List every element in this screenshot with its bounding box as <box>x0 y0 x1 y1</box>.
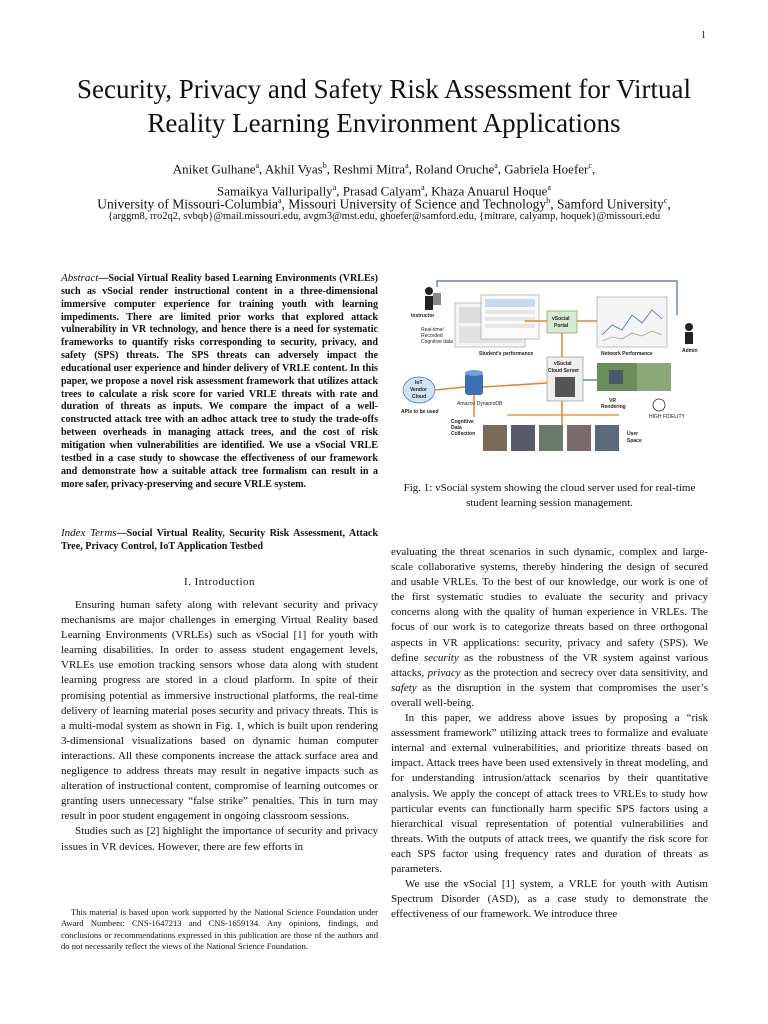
label-user-1: User <box>627 431 639 437</box>
admin-icon <box>685 323 693 344</box>
paragraph: In this paper, we address above issues by proposing a “risk assessment framework” utilizing attack trees to formalize and evaluate internal and external vulnerabilities, and prioritize threats based on impact. Attack trees have been used extensively in threat modeling, and for understanding intrusion/attack scenarios by their quantitative analysis. We apply the concept of attack trees to VRLEs to study how particular events can functionally harm specific SPS factors using a hierarchical visual representation of potential vulnerabilities and threats. With the outputs of attack trees, we quantify the risk score for each SPS factor using frequency rates and duration of threats as parameters. <box>391 712 708 875</box>
arrow-iot-db <box>435 387 465 390</box>
user-space-photos <box>483 425 619 451</box>
vsocial-portal-box <box>547 311 577 333</box>
author-name-marker: a <box>494 161 498 170</box>
text-run: as the robustness of the VR system against various attacks, <box>391 651 709 679</box>
label-cog-3: Collection <box>451 431 476 437</box>
label-vsocial-portal-1: vSocial <box>552 316 570 322</box>
instructor-icon <box>425 287 441 310</box>
high-fidelity-logo <box>653 399 665 411</box>
network-performance-panel <box>597 297 667 347</box>
label-high-fidelity: HIGH FIDELITY <box>649 414 685 420</box>
label-students-performance: Student's performance <box>479 351 534 357</box>
affiliation-marker: b <box>546 196 551 205</box>
vr-rendering-panel <box>597 363 671 391</box>
abstract-text: —Social Virtual Reality based Learning Environments (VRLEs) such as vSocial render instructional content in a three-dimensional immersive computer experience for training youth with learning impediments. There are limited prior works that explored attack vulnerability in VR technology, and hence there is a need for systematic frameworks to quantify risks corresponding to security, privacy, and safety (SPS) threats. The SPS threats can adversely impact the educational user experience and hinder delivery of VRLE content. In this paper, we propose a novel risk assessment framework that utilizes attack trees to calculate a risk score for varied VRLE threats with rate and duration of threats as inputs. We compare the impact of a well-constructed attack tree with an adhoc attack tree to study the trade-offs between overheads in managing attack trees, and the cost of risk mitigation when vulnerabilities are identified. We use a vSocial VRLE testbed in a case study to showcase the effectiveness of our framework and demonstrate how a suitable attack tree formalism can result in a more safer, privacy-preserving and secure VRLE system. <box>61 273 378 490</box>
text-run: as the protection and secrecy over data sensitivity, and <box>460 666 708 679</box>
paragraph: We use the vSocial [1] system, a VRLE for youth with Autism Spectrum Disorder (ASD), as a case study to demonstrate the effectiveness of our framework. We introduce three <box>391 878 708 921</box>
label-cog-2: Data <box>451 425 462 431</box>
author-name: Gabriela Hoefer <box>504 161 589 177</box>
term-privacy: privacy <box>427 666 461 679</box>
author-name-marker: a <box>547 183 551 193</box>
affiliation-marker: c <box>663 196 668 205</box>
author-name: Roland Oruche <box>415 161 495 177</box>
label-admin: Admin <box>682 348 698 354</box>
affiliations: University of Missouri-Columbia$^a$, Missouri University of Science and Technology$^b$, Samford University$^c$, <box>97 196 671 212</box>
label-amazon-dynamodb: Amazon DynamoDB <box>457 401 503 407</box>
label-vsocial-cloud-1: vSocial <box>554 361 572 367</box>
label-realtime: Real-time/ <box>421 327 444 333</box>
author-name: Akhil Vyas <box>264 161 323 177</box>
index-terms-text: —Social Virtual Reality, Security Risk Assessment, Attack Tree, Privacy Control, IoT Application Testbed <box>61 528 378 552</box>
author-name: Prasad Calyam <box>342 183 422 199</box>
paragraph: Ensuring human safety along with relevant security and privacy mechanisms are major challenges in emerging Virtual Reality based Learning Environments (VRLEs) such as vSocial [1] for youth with learning disabilities. In order to assess student engagement levels, VRLEs use emotion tracking sensors whose data along with student learning progress are stored in a cloud platform. In spite of their promising potential as immersive instructional platforms, the real-time delivery of learning material poses security and privacy threats. This is a multi-modal system as shown in Fig. 1, which is built upon rendering 3-dimensional visualizations based on dynamic human computer interactions. All these components increase the attack surface area and negligence to address threats may result in negative impacts such as alteration of instructional content, compromise of learning outcomes or granting users unnecessary “false strike” penalties. This in turn may result in poor student engagement in ongoing classroom sessions. <box>61 599 378 823</box>
left-column-body <box>61 598 378 855</box>
paper-title: Security, Privacy and Safety Risk Assessment for Virtual Reality Learning Environment Applications <box>76 74 692 138</box>
text-run: evaluating the threat scenarios in such dynamic, complex and large-scale collaborative systems, thereby hindering the design of secured and usable VRLEs. To the best of our knowledge, our work is one of the first systematic studies to evaluate the security and privacy concerns along with the quality of human experience in VRLEs. The focus of our work is to categorize threats based on three orthogonal aspects in VR applications: security, privacy and safety (SPS). We define <box>391 546 708 664</box>
label-iot-1: IoT <box>415 380 423 386</box>
author-line-2: Samaikya Valluripally$^a$, Prasad Calyam$^a$, Khaza Anuarul Hoque$^a$ <box>217 183 551 199</box>
label-iot-2: Vendor <box>410 387 427 393</box>
label-vr-1: VR <box>609 398 616 404</box>
affiliation: University of Missouri-Columbia <box>97 196 278 212</box>
arrow-db-cloud <box>483 383 547 387</box>
affiliation: Missouri University of Science and Technology <box>288 196 547 212</box>
label-vr-2: Rendering <box>601 404 626 410</box>
right-column-body <box>391 545 708 922</box>
author-name: Samaikya Valluripally <box>217 183 333 199</box>
term-safety: safety <box>391 681 417 694</box>
author-name-marker: b <box>322 161 327 170</box>
label-recorded: Recorded <box>421 333 443 339</box>
label-vsocial-cloud-2: Cloud Server <box>548 368 580 374</box>
author-line-1: Aniket Gulhane$^a$, Akhil Vyas$^b$, Reshmi Mitra$^a$, Roland Oruche$^a$, Gabriela Hoefer$^c$, <box>172 161 596 177</box>
affiliation-marker: a <box>277 196 282 205</box>
page-number: 1 <box>701 30 706 41</box>
paragraph <box>391 545 708 711</box>
author-name-marker: a <box>405 161 409 170</box>
author-name: Reshmi Mitra <box>333 161 406 177</box>
abstract <box>61 272 378 491</box>
section-heading: I. Introduction <box>183 576 256 588</box>
label-network-performance: Network Performance <box>601 351 653 357</box>
dynamodb-icon <box>465 370 483 395</box>
author-name-marker: a <box>332 183 337 193</box>
label-vsocial-portal-2: Portal <box>554 323 569 329</box>
affiliation: Samford University <box>556 196 664 212</box>
label-cognitive-data: Cognitive data <box>421 339 453 345</box>
label-cog-1: Cognitive <box>451 419 474 425</box>
label-iot-3: Cloud <box>412 394 427 400</box>
term-security: security <box>423 651 459 664</box>
figure-vsocial-diagram <box>397 275 707 470</box>
author-name-marker: c <box>588 161 592 170</box>
index-terms-lead: Index Terms <box>61 527 117 539</box>
author-name: Aniket Gulhane <box>172 161 256 177</box>
figure-caption: Fig. 1: vSocial system showing the cloud server used for real-time student learning session management. <box>403 482 696 509</box>
server-rack-icon <box>555 377 575 397</box>
label-apis: APIs to be used <box>401 409 439 415</box>
abstract-lead: Abstract <box>61 272 99 284</box>
author-name-marker: a <box>255 161 260 170</box>
label-instructor: Instructor <box>411 313 435 319</box>
paragraph: Studies such as [2] highlight the importance of security and privacy issues in VR devices. However, there are few efforts in <box>61 825 378 853</box>
text-run: as the disruption in the system that compromises the user’s overall well-being. <box>391 681 708 709</box>
label-user-2: Space <box>627 438 642 444</box>
author-name-marker: a <box>421 183 425 193</box>
footnote: This material is based upon work supported by the National Science Foundation under Award Numbers: CNS-1647213 and CNS-1659134. Any opinions, findings, and conclusions or recommendations expressed in this publication are those of the authors and do not necessarily reflect the views of the National Science Foundation. <box>61 907 378 951</box>
author-emails: {arggm8, rro2q2, svbqb}@mail.missouri.edu, avgm3@mst.edu, ghoefer@samford.edu, {mitrare, calyamp, hoquek}@missouri.edu <box>107 211 661 222</box>
author-name: Khaza Anuarul Hoque <box>431 183 548 199</box>
index-terms <box>61 527 378 554</box>
